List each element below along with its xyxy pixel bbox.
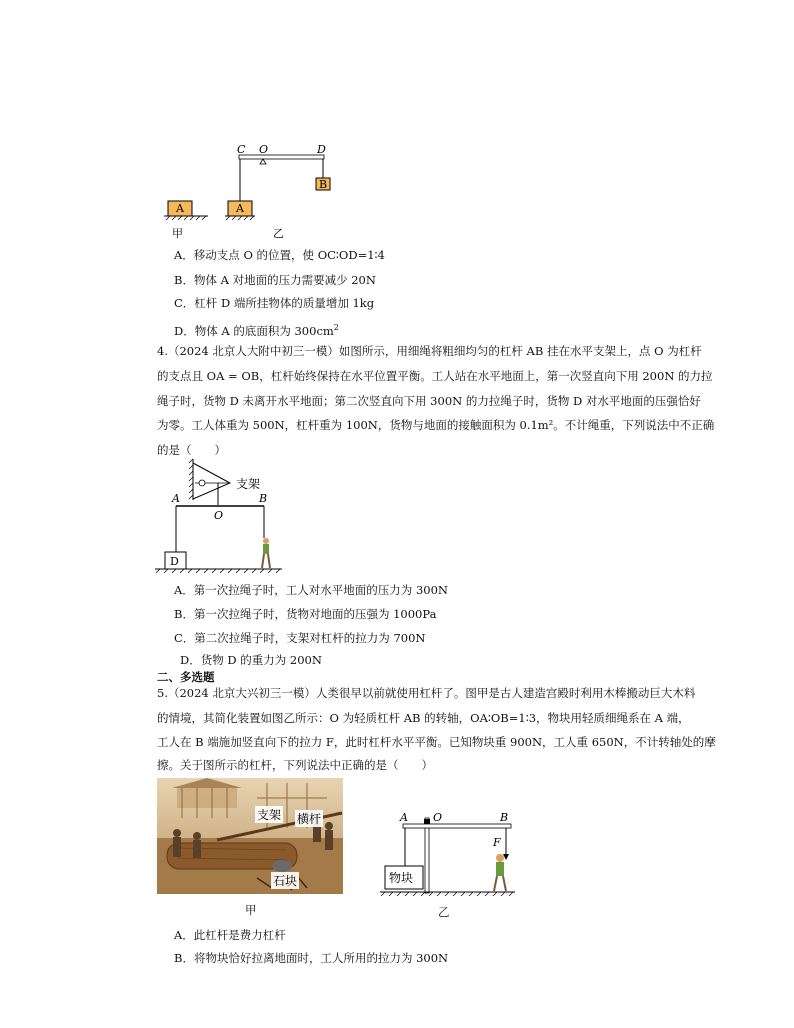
worker-figure [262, 538, 270, 568]
q5-stem-line1: 5.（2024 北京大兴初三一模）人类很早以前就使用杠杆了。图甲是古人建造宫殿时利用木棒搬动巨大木料 [157, 686, 696, 700]
q4-stem-line3: 绳子时，货物 D 未离开水平地面；第二次竖直向下用 300N 的力拉绳子时，货物 D 对水平地面的压强恰好 [157, 394, 701, 408]
lever-cd [239, 155, 324, 159]
q4-option-a: A．第一次拉绳子时，工人对水平地面的压力为 300N [174, 583, 448, 597]
q3-option-d [174, 320, 339, 339]
label-a-right: A [236, 202, 244, 215]
q4-stem-line5: 的是（ ） [157, 443, 226, 457]
label-d-block: D [170, 555, 179, 568]
label-o: O [214, 509, 224, 522]
q4-stem-line2: 的支点且 OA = OB，杠杆始终保持在水平位置平衡。工人站在水平地面上，第一次竖直向下用 200N 的力拉 [157, 369, 713, 383]
photo-label-support: 支架 [257, 808, 282, 822]
label-b: B [500, 811, 509, 824]
photo-label-stone: 石块 [273, 874, 298, 888]
label-o: O [259, 143, 269, 156]
q5-stem-line2: 的情境，其简化装置如图乙所示：O 为轻质杠杆 AB 的转轴，OA∶OB=1∶3，物块用轻质细绳系在 A 端， [157, 711, 690, 725]
label-b: B [319, 178, 328, 191]
photo-illustration [157, 778, 343, 894]
q5-stem-line4: 擦。关于图所示的杠杆，下列说法中正确的是（ ） [157, 758, 433, 772]
label-block: 物块 [389, 871, 414, 885]
q5-caption-jia: 甲 [245, 903, 257, 917]
label-f: F [493, 836, 501, 849]
support-bracket [193, 463, 230, 499]
caption-jia: 甲 [172, 227, 183, 240]
q3-option-d-text: D．物体 A 的底面积为 300cm [174, 323, 334, 338]
caption-yi: 乙 [273, 227, 284, 240]
label-a: A [172, 492, 180, 505]
label-a-left: A [176, 202, 184, 215]
q5-option-b: B．将物块恰好拉离地面时，工人所用的拉力为 300N [174, 951, 449, 965]
q4-option-d: D．货物 D 的重力为 200N [180, 653, 322, 667]
q4-option-b: B．第一次拉绳子时，货物对地面的压强为 1000Pa [174, 607, 437, 621]
q4-stem-line1: 4.（2024 北京人大附中初三一模）如图所示，用细绳将粗细均匀的杠杆 AB 挂在水平支架上，点 O 为杠杆 [157, 344, 702, 358]
q5-caption-yi: 乙 [438, 905, 450, 919]
label-d: D [317, 143, 326, 156]
q3-option-b: B．物体 A 对地面的压力需要减少 20N [174, 273, 376, 287]
label-support: 支架 [236, 477, 261, 491]
pivot-o [260, 159, 266, 164]
label-a: A [400, 811, 408, 824]
q4-option-c: C．第二次拉绳子时，支架对杠杆的拉力为 700N [174, 631, 426, 645]
pivot-o [424, 819, 430, 824]
worker-figure [494, 854, 506, 891]
figure-q5-lever [375, 808, 520, 913]
support-post [425, 818, 429, 893]
label-o: O [433, 811, 443, 824]
q5-stem-line3: 工人在 B 端施加竖直向下的拉力 F，此时杠杆水平平衡。已知物块重 900N，工人重 650N，不计转轴处的摩 [157, 735, 716, 749]
label-c: C [237, 143, 246, 156]
photo-label-beam: 横杆 [297, 812, 322, 826]
figure-q3 [150, 140, 350, 245]
section-heading: 二、多选题 [157, 670, 215, 684]
q3-option-c: C．杠杆 D 端所挂物体的质量增加 1kg [174, 296, 375, 310]
q3-option-a: A．移动支点 O 的位置，使 OC∶OD=1∶4 [174, 248, 385, 262]
lever-ab [403, 824, 511, 828]
label-b: B [259, 492, 268, 505]
q5-option-a: A．此杠杆是费力杠杆 [174, 928, 286, 942]
q3-option-d-sup: 2 [333, 323, 339, 332]
q4-stem-line4: 为零。工人体重为 500N，杠杆重为 100N，货物与地面的接触面积为 0.1m²。不计绳重，下列说法中不正确 [157, 418, 715, 432]
figure-q5-photo [157, 778, 343, 894]
figure-q4 [150, 455, 290, 575]
